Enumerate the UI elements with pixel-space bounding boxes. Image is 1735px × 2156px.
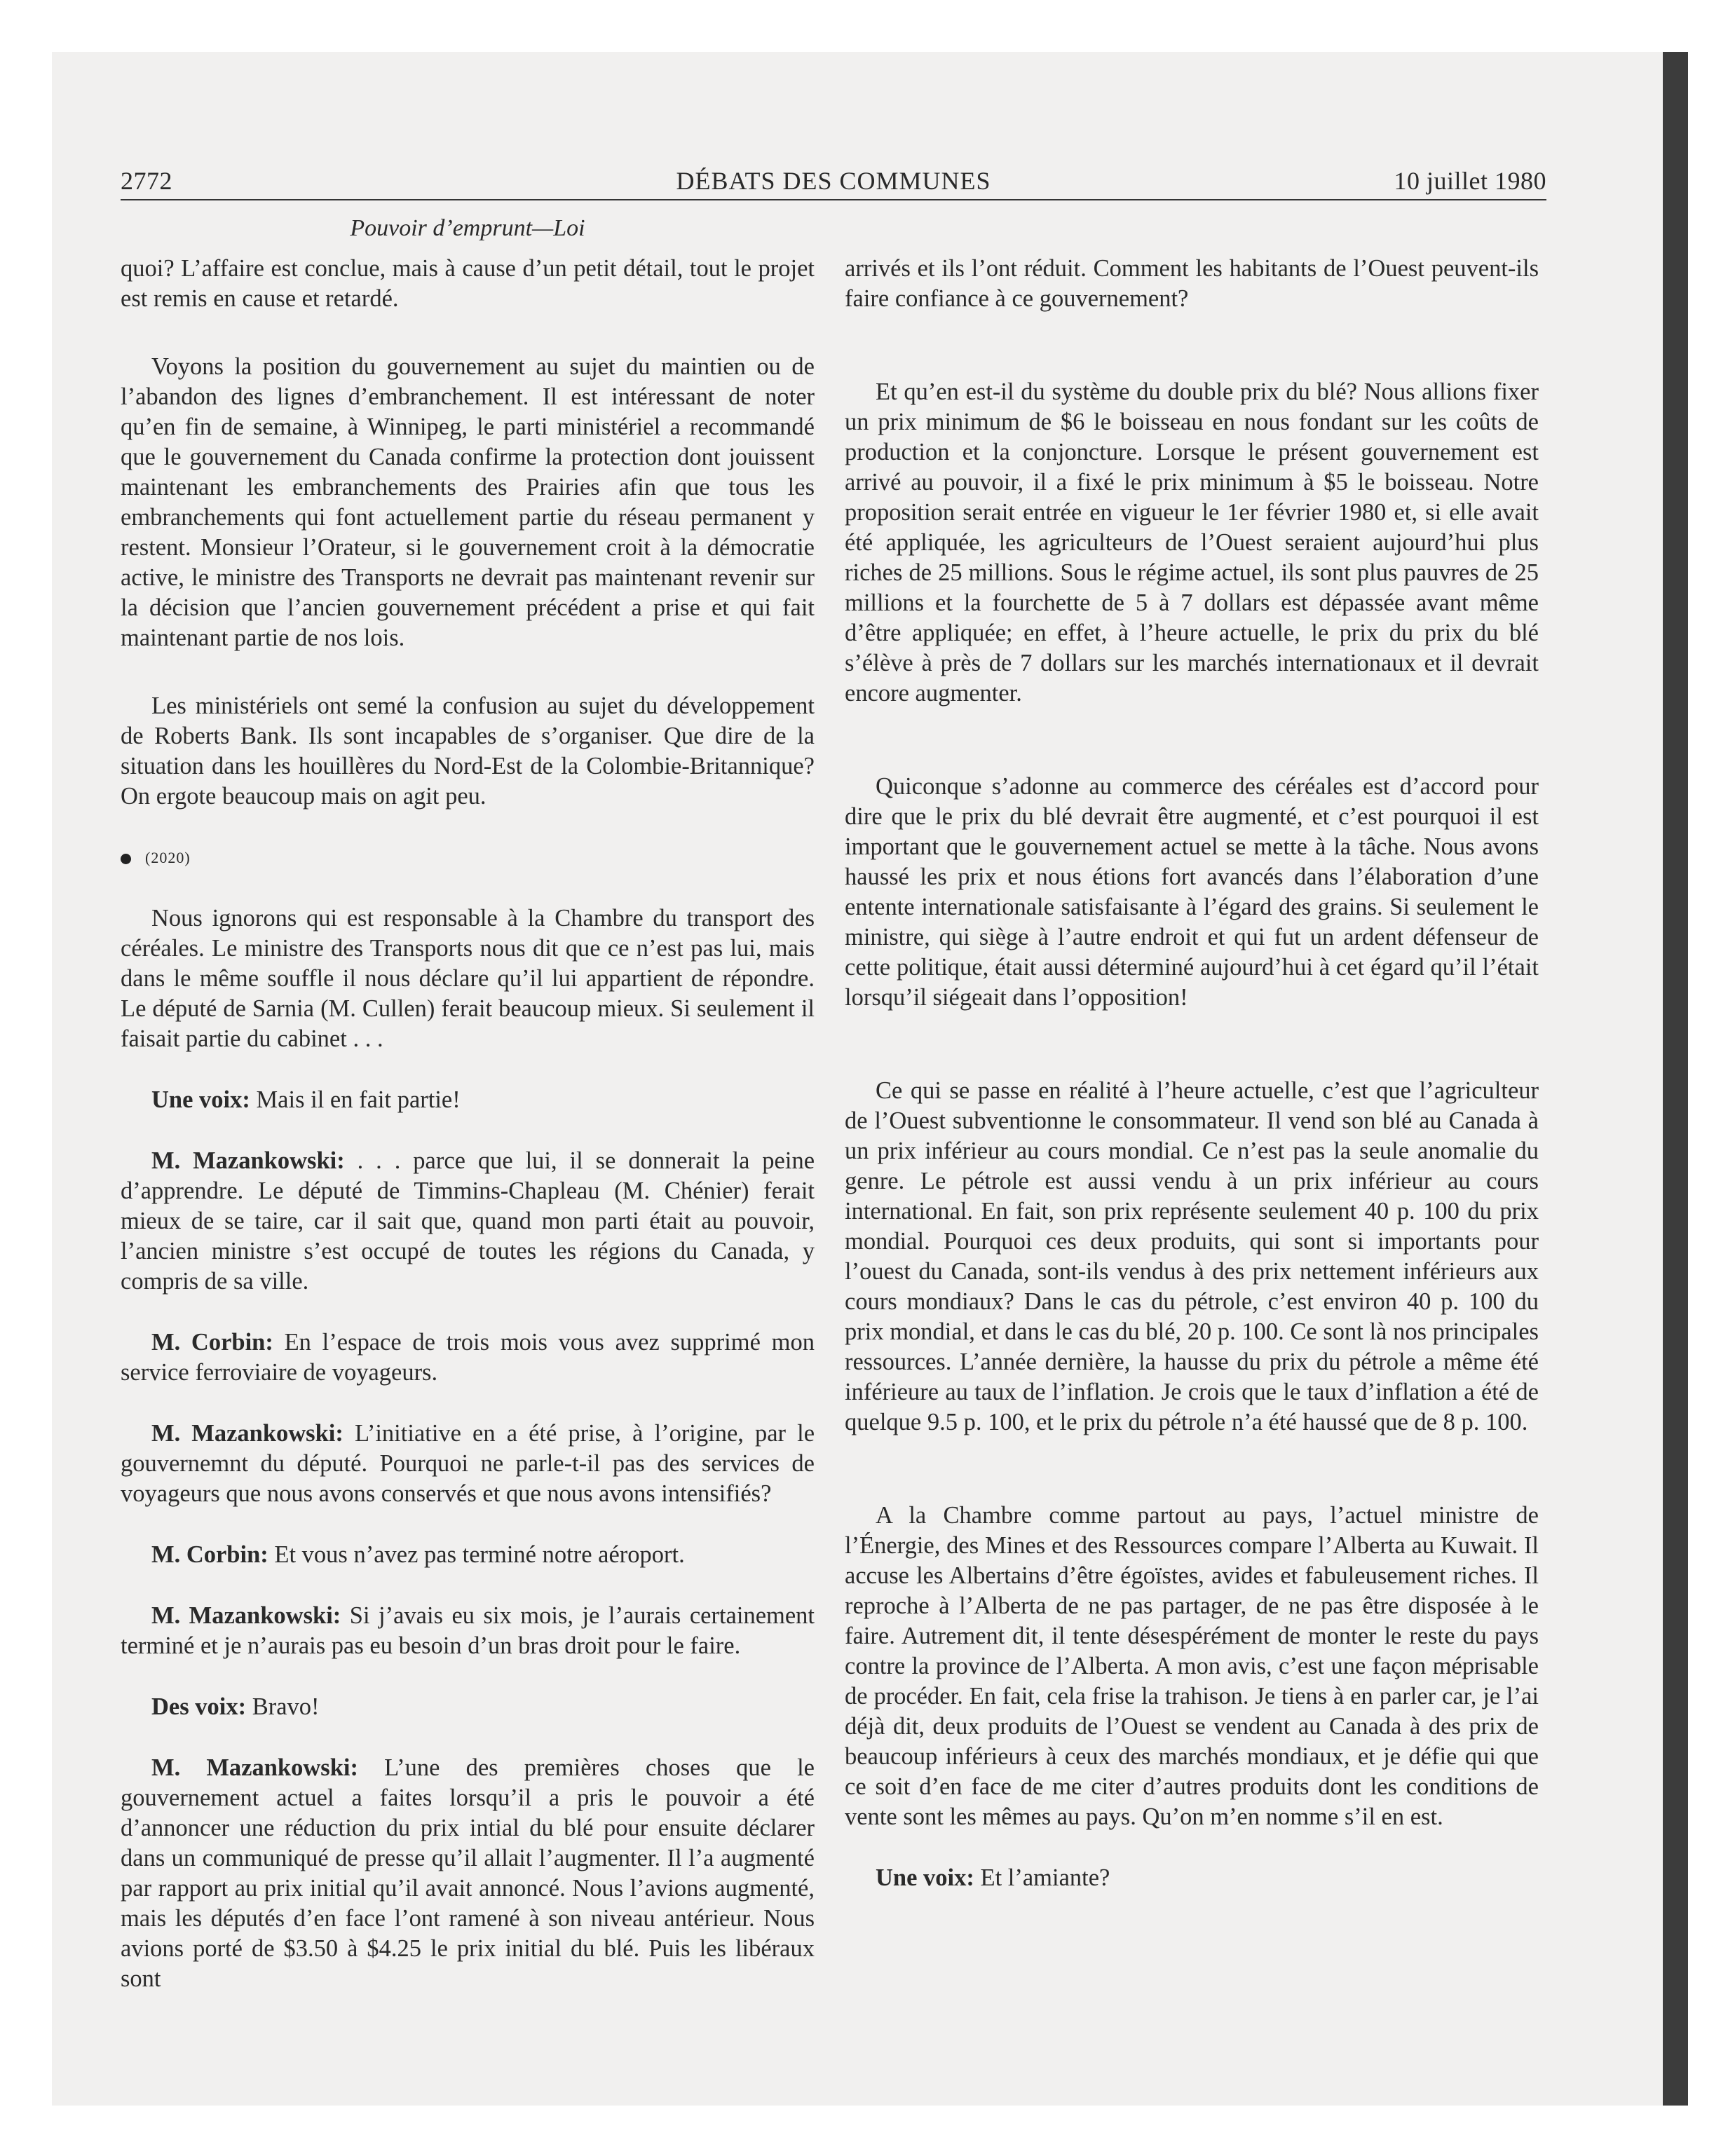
body-paragraph: Voyons la position du gouvernement au sujet du maintien ou de l’abandon des lignes d’embranchement. Il est intéressant de noter qu’en fin de semaine, à Winnipeg, le parti ministériel a recommandé que le gouvernement du Canada confirme la protection dont jouissent maintenant les embranchements des Prairies afin que tous les embranchements qui font actuellement partie du réseau permanent y restent. Monsieur l’Orateur, si le gouvernement croit à la démocratie active, le ministre des Transports ne devrait pas maintenant revenir sur la décision que l’ancien gouvernement précédent a prise et qui fait maintenant partie de nos lois.: [121, 353, 815, 651]
body-paragraph: Quiconque s’adonne au commerce des céréales est d’accord pour dire que le prix du blé devrait être augmenté, et c’est pourquoi il est important que le gouvernement actuel se mette à la tâche. Nous avons haussé les prix et nous étions fort avancés dans l’élaboration d’une entente internationale satisfaisante à l’égard des grains. Si seulement le ministre, qui siège à l’autre endroit et qui fut un ardent défenseur de cette politique, était aussi déterminé aujourd’hui à cet égard qu’il l’était lorsqu’il siégeait dans l’opposition!: [845, 773, 1539, 1011]
speech-paragraph: [121, 1540, 815, 1570]
time-marker-text: (2020): [145, 849, 191, 866]
speaker-name: Une voix:: [876, 1864, 974, 1891]
body-paragraph: Et qu’en est-il du système du double prix du blé? Nous allions fixer un prix minimum de $6 le boisseau en nous fondant sur les coûts de production et la conjoncture. Lorsque le présent gouvernement est arrivé au pouvoir, il a fixé le prix minimum à $5 le boisseau. Notre proposition serait entrée en vigueur le 1er février 1980 et, si elle avait été appliquée, les agriculteurs de l’Ouest seraient aujourd’hui plus riches de 25 millions. Sous le régime actuel, ils sont plus pauvres de 25 millions et la fourchette de 5 à 7 dollars est dépassée avant même d’être appliquée; en effet, à l’heure actuelle, le prix du prix du blé s’élève à près de 7 dollars sur les marchés internationaux et il devrait encore augmenter.: [845, 378, 1539, 707]
speech-paragraph: [845, 1863, 1539, 1893]
speech-paragraph: [121, 1328, 815, 1388]
publication-title: DÉBATS DES COMMUNES: [676, 167, 991, 195]
page-number: 2772: [121, 167, 172, 195]
time-marker: [121, 842, 815, 873]
speaker-name: M. Mazankowski:: [151, 1602, 341, 1629]
body-paragraph: Nous ignorons qui est responsable à la Chambre du transport des céréales. Le ministre des Transports nous dit que ce n’est pas lui, mais dans le même souffle il nous déclare qu’il lui appartient de répondre. Le député de Sarnia (M. Cullen) ferait beaucoup mieux. Si seulement il faisait partie du cabinet . . .: [121, 905, 815, 1052]
body-paragraph: arrivés et ils l’ont réduit. Comment les habitants de l’Ouest peuvent-ils faire confiance à ce gouvernement?: [845, 255, 1539, 312]
page-header: [121, 165, 1546, 196]
speech-text: Bravo!: [252, 1693, 320, 1720]
speech-text: En l’espace de trois mois vous avez supprimé mon service ferroviaire de voyageurs.: [121, 1329, 815, 1386]
issue-date: 10 juillet 1980: [1394, 167, 1546, 195]
speaker-name: M. Mazankowski:: [151, 1420, 343, 1447]
speaker-name: Une voix:: [151, 1086, 250, 1113]
body-paragraph: Ce qui se passe en réalité à l’heure actuelle, c’est que l’agriculteur de l’Ouest subventionne le consommateur. Il vend son blé au Canada à un prix inférieur au cours mondial. Ce n’est pas la seule anomalie du genre. Le pétrole est aussi vendu à un prix inférieur au cours international. En fait, son prix représente seulement 40 p. 100 du prix mondial. Pourquoi ces deux produits, qui sont si importants pour l’ouest du Canada, sont-ils vendus à des prix nettement inférieurs aux cours mondiaux? Dans le cas du pétrole, c’est environ 40 p. 100 du prix mondial, et dans le cas du blé, 20 p. 100. Ce sont là nos principales ressources. L’année dernière, la hausse du prix du pétrole a même été inférieure au taux de l’inflation. Je crois que le taux d’inflation a été de quelque 9.5 p. 100, et le prix du pétrole n’a été haussé que de 8 p. 100.: [845, 1077, 1539, 1435]
speech-text: Et l’amiante?: [980, 1864, 1110, 1891]
speech-text: L’initiative en a été prise, à l’origine, par le gouvernemnt du député. Pourquoi ne parle-t-il pas des services de voyageurs que nous avons conservés et que nous avons intensifiés?: [121, 1420, 815, 1507]
speech-text: Et vous n’avez pas terminé notre aéroport.: [274, 1541, 685, 1568]
body-paragraph: Les ministériels ont semé la confusion au sujet du développement de Roberts Bank. Ils sont incapables de s’organiser. Que dire de la situation dans les houillères du Nord-Est de la Colombie-Britannique? On ergote beaucoup mais on agit peu.: [121, 692, 815, 810]
speech-text: . . . parce que lui, il se donnerait la peine d’apprendre. Le député de Timmins-Chapleau (M. Chénier) ferait mieux de se taire, car il sait que, quand mon parti était au pouvoir, l’ancien ministre s’est occupé de toutes les régions du Canada, y compris de sa ville.: [121, 1147, 815, 1295]
speaker-name: M. Mazankowski:: [151, 1754, 358, 1781]
speech-text: Si j’avais eu six mois, je l’aurais certainement terminé et je n’aurais pas eu besoin d’un bras droit pour le faire.: [121, 1602, 815, 1659]
left-column: [121, 254, 815, 2025]
speech-text: Mais il en fait partie!: [256, 1086, 461, 1113]
speaker-name: Des voix:: [151, 1693, 247, 1720]
body-paragraph: quoi? L’affaire est conclue, mais à cause d’un petit détail, tout le projet est remis en cause et retardé.: [121, 255, 815, 312]
scan-edge-shadow: [1663, 52, 1688, 2106]
header-rule: [121, 199, 1546, 200]
speaker-name: M. Mazankowski:: [151, 1147, 345, 1174]
speech-paragraph: [121, 1085, 815, 1115]
bullet-icon: [121, 854, 131, 864]
speech-paragraph: [121, 1146, 815, 1297]
running-title: Pouvoir d’emprunt—Loi: [350, 215, 585, 241]
right-column: [845, 254, 1539, 1924]
speech-paragraph: [121, 1601, 815, 1661]
speaker-name: M. Corbin:: [151, 1541, 268, 1568]
speaker-name: M. Corbin:: [151, 1329, 273, 1356]
speech-paragraph: [121, 1419, 815, 1509]
speech-paragraph: [121, 1692, 815, 1722]
speech-paragraph: [121, 1753, 815, 1994]
speech-text: L’une des premières choses que le gouvernement actuel a faites lorsqu’il a pris le pouvoir a été d’annoncer une réduction du prix intial du blé pour ensuite déclarer dans un communiqué de presse qu’il allait l’augmenter. Il l’a augmenté par rapport au prix initial qu’il avait annoncé. Nous l’avions augmenté, mais les députés d’en face l’ont ramené à son niveau antérieur. Nous avions porté de $3.50 à $4.25 le prix initial du blé. Puis les libéraux sont: [121, 1754, 815, 1992]
body-paragraph: A la Chambre comme partout au pays, l’actuel ministre de l’Énergie, des Mines et des Ressources compare l’Alberta au Kuwait. Il accuse les Albertains d’être égoïstes, avides et fabuleusement riches. Il reproche à l’Alberta de ne pas partager, de ne pas être disposée à le faire. Autrement dit, il tente désespérément de monter le reste du pays contre la province de l’Alberta. A mon avis, c’est une façon méprisable de procéder. En fait, cela frise la trahison. Je tiens à en parler car, je l’ai déjà dit, deux produits de l’Ouest se vendent au Canada à des prix de beaucoup inférieurs à ceux des marchés mondiaux, et je défie qui que ce soit d’en face de me citer d’autres produits dont les conditions de vente sont les mêmes au pays. Qu’on m’en nomme s’il en est.: [845, 1502, 1539, 1830]
